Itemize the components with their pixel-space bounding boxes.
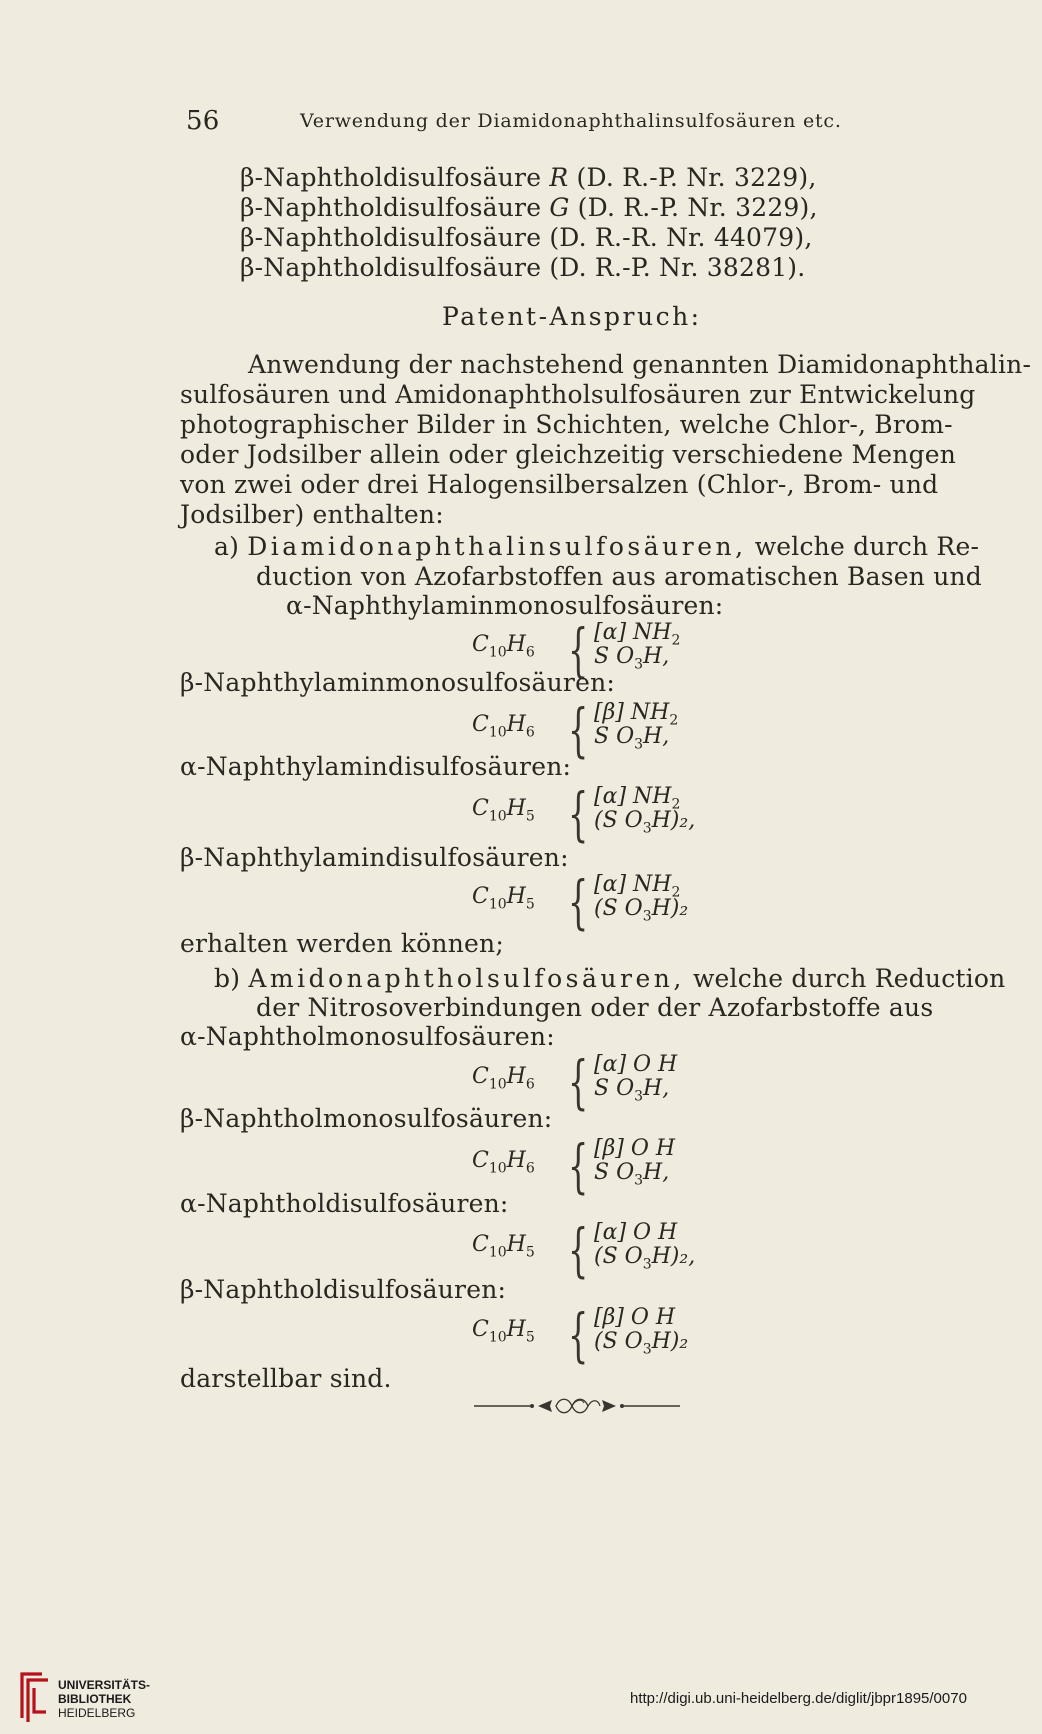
page-number: 56 xyxy=(186,106,220,136)
running-head: Verwendung der Diamidonaphthalinsulfosäuren etc. xyxy=(300,110,842,132)
ornament-divider xyxy=(472,1393,682,1419)
list-item-b: b) Amidonaphtholsulfosäuren, welche durch Reduction xyxy=(214,964,1006,993)
emphasized-term: Diamidonaphthalinsulfosäuren, xyxy=(247,532,747,561)
paragraph-line: sulfosäuren und Amidonaphtholsulfosäuren zur Entwickelung xyxy=(180,380,976,409)
reference-line: β-Naphtholdisulfosäure (D. R.-P. Nr. 38281). xyxy=(240,253,806,282)
reference-line: β-Naphtholdisulfosäure R (D. R.-P. Nr. 3229), xyxy=(240,163,817,192)
compound-label: α-Naphthylaminmonosulfosäuren: xyxy=(286,591,724,620)
section-heading: Patent-Anspruch: xyxy=(442,302,702,331)
list-marker: b) xyxy=(214,964,241,993)
logo-mark xyxy=(22,1674,48,1722)
paragraph-line: darstellbar sind. xyxy=(180,1364,392,1393)
compound-label: α-Naphtholdisulfosäuren: xyxy=(180,1189,509,1218)
paragraph-line: duction von Azofarbstoffen aus aromatischen Basen und xyxy=(256,562,983,591)
compound-label: β-Naphtholdisulfosäuren: xyxy=(180,1275,507,1304)
paragraph-line: von zwei oder drei Halogensilbersalzen (Chlor-, Brom- und xyxy=(180,470,939,499)
paragraph-line: oder Jodsilber allein oder gleichzeitig verschiedene Mengen xyxy=(180,440,957,469)
library-logo-text: UNIVERSITÄTS- BIBLIOTHEK HEIDELBERG xyxy=(58,1678,151,1720)
list-marker: a) xyxy=(214,532,240,561)
compound-label: β-Naphthylamindisulfosäuren: xyxy=(180,843,569,872)
document-page: 56 Verwendung der Diamidonaphthalinsulfosäuren etc. β-Naphtholdisulfosäure R (D. R.-P. Nr. 3229), β-Naphtholdisulfosäure G (D. R.-P. Nr. 3229), β-Naphtholdisulfosäure (D. R.-R. Nr. 44079), β-Naphtholdisulfosäure (D. R.-P. Nr. 38281). Patent-Anspruch: Anwendung der nachstehend genannten Diamidonaphthalin- sulfosäuren und Amidonaphtholsulfosäuren zur Entwickelung photographischer Bilder in Schichten, welche Chlor-, Brom- oder Jodsilber allein oder gleichzeitig verschiedene Mengen von zwei oder drei Halogensilbersalzen (Chlor-, Brom- und Jodsilber) enthalten: a) Diamidonaphthalinsulfosäuren, welche durch Re- duction von Azofarbstoffen aus aromatischen Basen und α-Naphthylaminmonosulfosäuren: $C_{10}H_6$ { [α] $NH_2$ S $O_3H$, β-Naphthylaminmonosulfosäuren: $C_{10}H_6$ { [β] $NH_2$ S $O_3H$, α-Naphthylamindisulfosäuren: $C_{10}H_5$ { [α] $NH_2$ (S $O_3H)_2$, β-Naphthylamindisulfosäuren: $C_{10}H_5$ { [α] $NH_2$ (S $O_3H)_2$ erhalten werden können; b) Amidonaphtholsulfosäuren, welche durch Reduction der Nitrosoverbindungen oder der Azofarbstoffe aus α-Naphtholmonosulfosäuren: $C_{10}H_6$ { [α] O H S $O_3H$, β-Naphtholmonosulfosäuren: $C_{10}H_6$ { [β] O H S $O_3H$, α-Naphtholdisulfosäuren: $C_{10}H_5$ { [α] O H (S $O_3H)_2$, β-Naphtholdisulfosäuren: $C_{10}H_5$ { [β] O H (S $O_3H)_2$ darstellbar sind. UNIVERSITÄTS- BIBLIOTHEK HEIDELBERG http://digi.ub.uni-heidelberg.de/diglit/jbpr1895/0070 xyxy=(0,0,1042,1734)
paragraph-line: Anwendung der nachstehend genannten Diamidonaphthalin- xyxy=(248,350,1032,379)
paragraph-line: Jodsilber) enthalten: xyxy=(180,500,444,529)
compound-label: α-Naphthylamindisulfosäuren: xyxy=(180,752,572,781)
list-item-a: a) Diamidonaphthalinsulfosäuren, welche durch Re- xyxy=(214,532,980,561)
reference-line: β-Naphtholdisulfosäure (D. R.-R. Nr. 44079), xyxy=(240,223,813,252)
permalink-url[interactable]: http://digi.ub.uni-heidelberg.de/diglit/jbpr1895/0070 xyxy=(630,1690,967,1707)
paragraph-line: der Nitrosoverbindungen oder der Azofarbstoffe aus xyxy=(256,993,934,1022)
compound-label: β-Naphthylaminmonosulfosäuren: xyxy=(180,668,616,697)
compound-label: β-Naphtholmonosulfosäuren: xyxy=(180,1104,553,1133)
compound-label: α-Naphtholmonosulfosäuren: xyxy=(180,1022,555,1051)
library-logo xyxy=(12,1668,54,1724)
reference-line: β-Naphtholdisulfosäure G (D. R.-P. Nr. 3229), xyxy=(240,193,818,222)
emphasized-term: Amidonaphtholsulfosäuren, xyxy=(248,964,685,993)
paragraph-line: photographischer Bilder in Schichten, welche Chlor-, Brom- xyxy=(180,410,953,439)
paragraph-line: erhalten werden können; xyxy=(180,929,504,958)
